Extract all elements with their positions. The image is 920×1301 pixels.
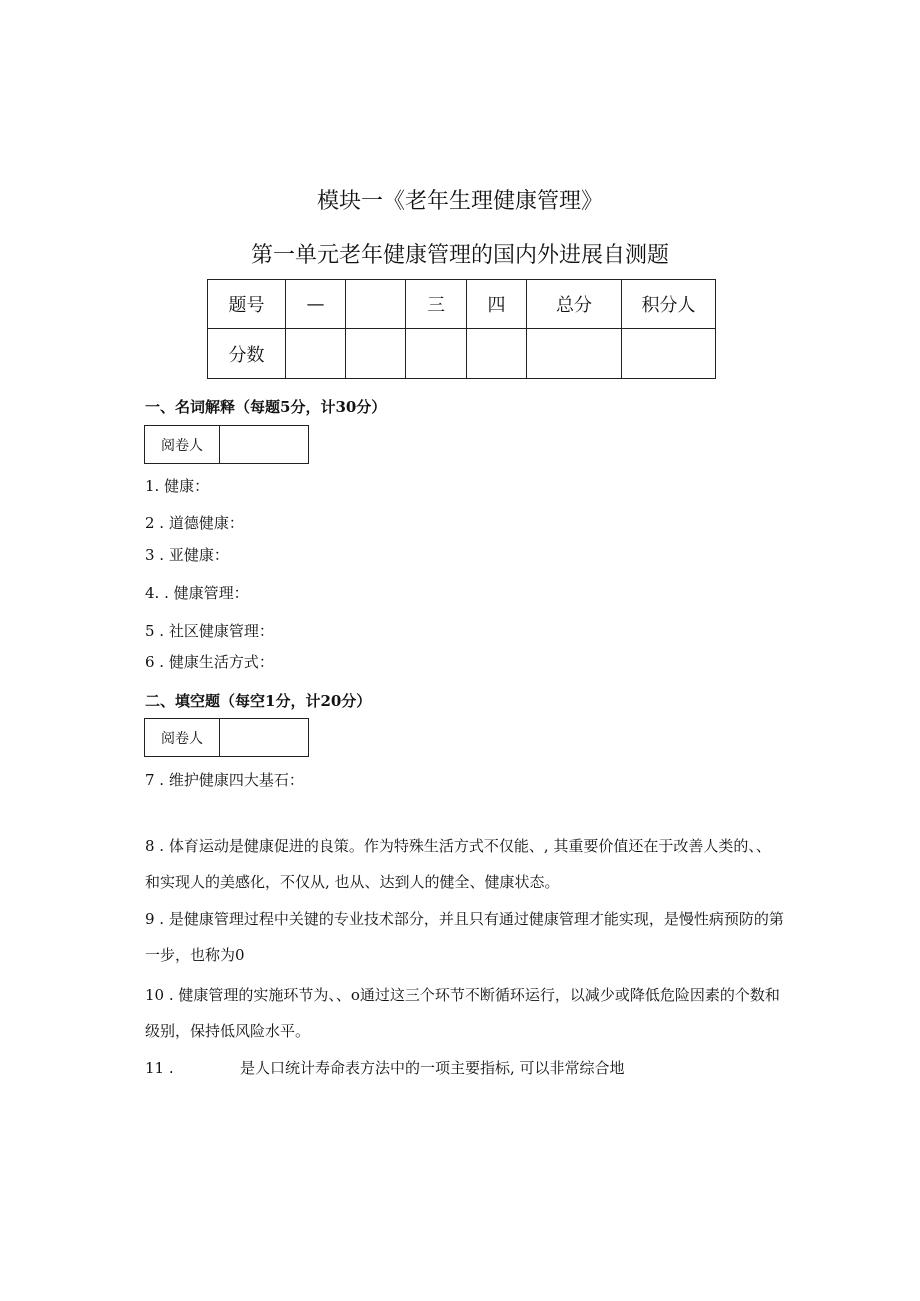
- question-item: 3 . 亚健康：: [145, 546, 229, 564]
- question-item: 6 . 健康生活方式：: [145, 653, 274, 671]
- question-item: 1. 健康：: [145, 477, 210, 495]
- page-title: 模块一《老年生理健康管理》: [316, 189, 603, 214]
- page-subtitle: 第一单元老年健康管理的国内外进展自测题: [250, 243, 669, 268]
- score-table-score-row: [208, 329, 716, 379]
- score-header-cell: 三: [406, 280, 467, 329]
- score-header-cell: 四: [467, 280, 527, 329]
- section-heading: 二、填空题（每空1分，计20分）: [145, 692, 372, 710]
- score-input-cell[interactable]: [346, 329, 406, 379]
- score-input-cell[interactable]: [406, 329, 467, 379]
- score-table: [207, 279, 716, 379]
- question-item: 7 . 维护健康四大基石：: [145, 771, 304, 789]
- question-item: 4. . 健康管理：: [145, 584, 249, 602]
- section-heading: 一、名词解释（每题5分，计30分）: [145, 398, 387, 416]
- reviewer-input-cell[interactable]: [220, 719, 309, 757]
- score-input-cell[interactable]: [527, 329, 622, 379]
- score-header-cell: 题号: [208, 280, 286, 329]
- score-header-cell: 积分人: [622, 280, 716, 329]
- reviewer-box: [144, 718, 309, 757]
- question-item: 2 . 道德健康：: [145, 514, 244, 532]
- reviewer-input-cell[interactable]: [220, 426, 309, 464]
- reviewer-label: 阅卷人: [145, 426, 220, 464]
- question-item: 10 . 健康管理的实施环节为、、o通过这三个环节不断循环运行，以减少或降低危险因素的个数和级别，保持低风险水平。: [145, 986, 780, 1040]
- score-input-cell[interactable]: [467, 329, 527, 379]
- question-item: 8 . 体育运动是健康促进的良策。作为特殊生活方式不仅能、, 其重要价值还在于改善人类的、、和实现人的美感化，不仅从, 也从、达到人的健全、健康状态。: [145, 837, 771, 891]
- question-number: 11 .: [145, 1059, 174, 1077]
- question-item: [145, 1058, 625, 1078]
- score-table-header-row: [208, 280, 716, 329]
- score-row-label: 分数: [208, 329, 286, 379]
- score-header-cell: [346, 280, 406, 329]
- reviewer-label: 阅卷人: [145, 719, 220, 757]
- question-text: 是人口统计寿命表方法中的一项主要指标, 可以非常综合地: [240, 1059, 625, 1077]
- score-input-cell[interactable]: [286, 329, 346, 379]
- reviewer-box: [144, 425, 309, 464]
- question-item: 9 . 是健康管理过程中关键的专业技术部分，并且只有通过健康管理才能实现，是慢性病预防的第一步，也称为0: [145, 910, 784, 964]
- question-item: 5 . 社区健康管理：: [145, 622, 274, 640]
- score-header-cell: —: [286, 280, 346, 329]
- score-header-cell: 总分: [527, 280, 622, 329]
- score-input-cell[interactable]: [622, 329, 716, 379]
